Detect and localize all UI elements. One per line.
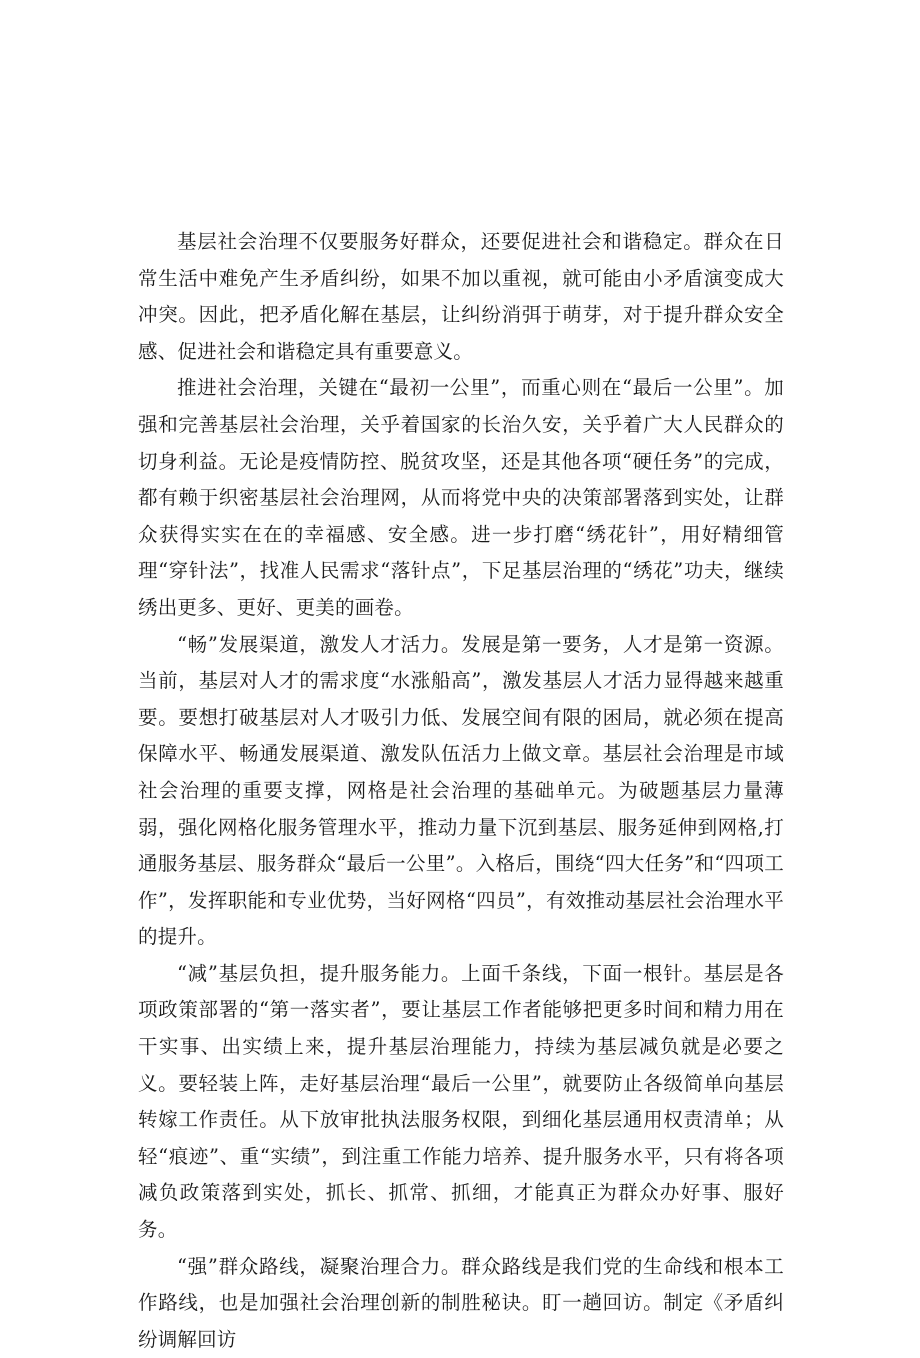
paragraph-3: “畅”发展渠道，激发人才活力。发展是第一要务，人才是第一资源。当前，基层对人才的需求度“水涨船高”，激发基层人才活力显得越来越重要。要想打破基层对人才吸引力低、发展空间有限的困局，就必须在提高保障水平、畅通发展渠道、激发队伍活力上做文章。基层社会治理是市域社会治理的重要支撑，网格是社会治理的基础单元。为破题基层力量薄弱，强化网格化服务管理水平，推动力量下沉到基层、服务延伸到网格,打通服务基层、服务群众“最后一公里”。入格后，围绕“四大任务”和“四项工作”，发挥职能和专业优势，当好网格“四员”，有效推动基层社会治理水平的提升。: [138, 632, 784, 949]
paragraph-2: 推进社会治理，关键在“最初一公里”，而重心则在“最后一公里”。加强和完善基层社会治理，关乎着国家的长治久安，关乎着广大人民群众的切身利益。无论是疫情防控、脱贫攻坚，还是其他各项“硬任务”的完成，都有赖于织密基层社会治理网，从而将党中央的决策部署落到实处，让群众获得实实在在的幸福感、安全感。进一步打磨“绣花针”，用好精细管理“穿针法”，找准人民需求“落针点”，下足基层治理的“绣花”功夫，继续绣出更多、更好、更美的画卷。: [138, 376, 784, 619]
paragraph-4: “减”基层负担，提升服务能力。上面千条线，下面一根针。基层是各项政策部署的“第一落实者”，要让基层工作者能够把更多时间和精力用在干实事、出实绩上来，提升基层治理能力，持续为基层减负就是必要之义。要轻装上阵，走好基层治理“最后一公里”，就要防止各级简单向基层转嫁工作责任。从下放审批执法服务权限，到细化基层通用权责清单；从轻“痕迹”、重“实绩”，到注重工作能力培养、提升服务水平，只有将各项减负政策落到实处，抓长、抓常、抓细，才能真正为群众办好事、服好务。: [138, 961, 784, 1242]
paragraph-5: “强”群众路线，凝聚治理合力。群众路线是我们党的生命线和根本工作路线，也是加强社会治理创新的制胜秘诀。盯一趟回访。制定《矛盾纠纷调解回访: [138, 1254, 784, 1351]
paragraph-1: 基层社会治理不仅要服务好群众，还要促进社会和谐稳定。群众在日常生活中难免产生矛盾纠纷，如果不加以重视，就可能由小矛盾演变成大冲突。因此，把矛盾化解在基层，让纠纷消弭于萌芽，对于提升群众安全感、促进社会和谐稳定具有重要意义。: [138, 230, 784, 363]
document-body: [138, 224, 784, 1358]
